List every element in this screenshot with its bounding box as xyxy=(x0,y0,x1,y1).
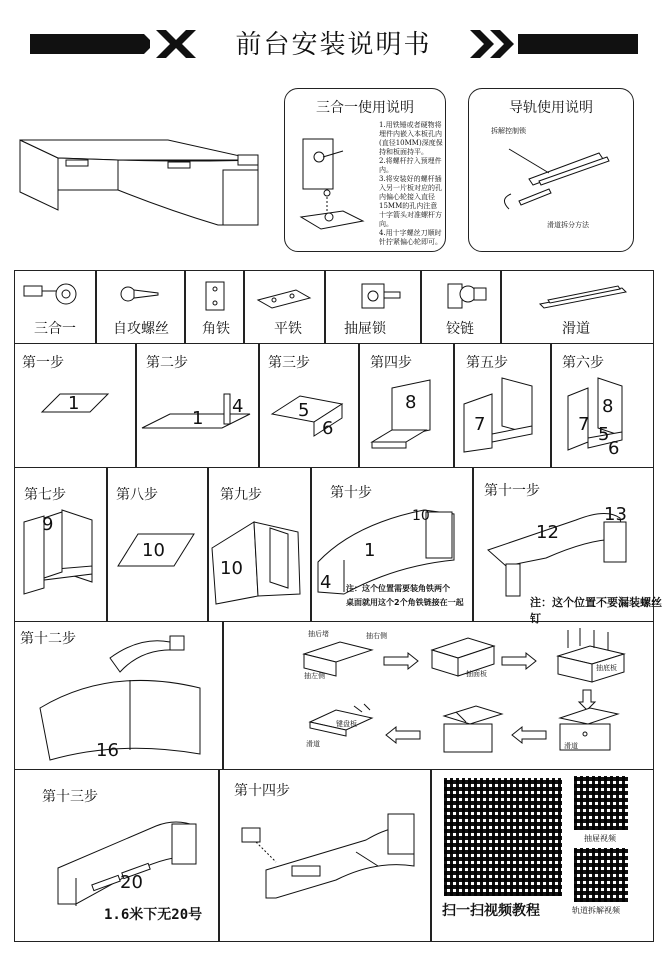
rail-title: 导轨使用说明 xyxy=(509,100,593,116)
small-qr-caption-1: 抽屉视频 xyxy=(584,834,616,843)
cam-lock-diagram xyxy=(293,121,378,241)
drawer-back-label: 抽后堵 xyxy=(308,630,329,638)
drawer-face-label: 抽面板 xyxy=(466,670,487,678)
step-10-note: 注：这个位置需要装角铁两个 桌面就用这个2个角铁链接在一起 xyxy=(346,584,464,607)
step-4-label: 第四步 xyxy=(370,355,412,371)
arrow-left-1 xyxy=(510,726,548,744)
rail-diagram xyxy=(489,139,619,219)
three-in-one-title: 三合一使用说明 xyxy=(316,100,414,116)
rail-release-label: 拆解控制锁 xyxy=(491,127,526,135)
step-8-label: 第八步 xyxy=(116,487,158,503)
step-10-num-1: 1 xyxy=(364,540,376,561)
rail-method-label: 滑道拆分方法 xyxy=(547,221,589,229)
step-11-num-12: 12 xyxy=(536,522,559,543)
step-8-num-10: 10 xyxy=(142,540,165,561)
step-3-num-6: 6 xyxy=(322,418,334,439)
step-6-num-8: 8 xyxy=(602,396,614,417)
part-label-screw: 自攻螺丝 xyxy=(113,321,169,337)
three-in-one-instructions: 1.用铁锤或者硬物将埋件内嵌入本板孔内(直径10MM)深度保持和板面持平。 2.将螺杆拧入预埋件内。 3.将安装好的螺杆插入另一片板对应的孔内偏心轮接入直径15MM的孔内注意十字箭头对准螺杆方向。 4.用十字螺丝刀顺时针拧紧偏心轮即可。 xyxy=(379,121,443,246)
part-label-hinge: 铰链 xyxy=(446,321,474,337)
step-3-label: 第三步 xyxy=(268,355,310,371)
small-qr-caption-2: 轨道拆解视频 xyxy=(572,906,620,915)
drawer-screws-diagram xyxy=(554,626,630,686)
step-9-label: 第九步 xyxy=(220,487,262,503)
drawer-parts-diagram xyxy=(300,640,376,680)
step-9-num-10: 10 xyxy=(220,558,243,579)
drawer-right-label: 抽右侧 xyxy=(366,632,387,640)
step-1-label: 第一步 xyxy=(22,355,64,371)
slide-rail-icon xyxy=(538,286,628,310)
step-11-label: 第十一步 xyxy=(484,483,540,499)
step-11-note: 注：这个位置不要漏装螺丝钉 xyxy=(530,596,662,625)
screw-icon xyxy=(120,284,160,304)
step-11-num-13: 13 xyxy=(604,504,627,525)
step-12-assembly xyxy=(30,628,220,768)
three-in-one-panel xyxy=(284,88,446,252)
part-label-drawer-lock: 抽屉锁 xyxy=(344,321,386,337)
step-6-num-6: 6 xyxy=(608,438,620,459)
step-6-num-7: 7 xyxy=(578,414,590,435)
step-2-label: 第二步 xyxy=(146,355,188,371)
part-label-angle-iron: 角铁 xyxy=(202,321,230,337)
part-label-flat-iron: 平铁 xyxy=(274,321,302,337)
main-qr-caption: 扫一扫视频教程 xyxy=(442,903,540,919)
step-4-num-8: 8 xyxy=(405,392,417,413)
keyboard-label: 键盘板 xyxy=(336,720,357,728)
drawer-bottom-label: 抽底板 xyxy=(596,664,617,672)
step-10-assembly xyxy=(314,500,464,594)
step-13-note: 1.6米下无20号 xyxy=(104,907,203,923)
arrow-right-1 xyxy=(382,652,420,670)
drawer-slide-diagram xyxy=(436,702,506,762)
rail-panel xyxy=(468,88,634,252)
arrow-left-2 xyxy=(384,726,422,744)
header-bar-right xyxy=(518,34,638,54)
step-3-num-5: 5 xyxy=(298,400,310,421)
step-14-assembly xyxy=(236,800,426,910)
drawer-box-diagram xyxy=(428,636,498,682)
step-2-num-1: 1 xyxy=(192,408,204,429)
step-14-label: 第十四步 xyxy=(234,783,290,799)
cam-fitting-icon xyxy=(22,280,82,310)
step-5-num-7: 7 xyxy=(474,414,486,435)
step-6-num-5: 5 xyxy=(598,424,610,445)
drawer-left-label: 抽左侧 xyxy=(304,672,325,680)
step-10-num-4: 4 xyxy=(320,572,332,593)
step-7-num-9: 9 xyxy=(42,514,54,535)
step-5-label: 第五步 xyxy=(466,355,508,371)
hinge-icon xyxy=(444,278,488,312)
page-title: 前台安装说明书 xyxy=(235,30,432,60)
step-3-assembly xyxy=(270,392,350,438)
slide-label-1: 滑道 xyxy=(306,740,320,748)
step-7-label: 第七步 xyxy=(24,487,66,503)
drawer-lock-icon xyxy=(360,280,404,312)
header-chevrons-right xyxy=(466,30,526,58)
angle-iron-icon xyxy=(202,280,228,312)
step-6-label: 第六步 xyxy=(562,355,604,371)
step-12-label: 第十二步 xyxy=(20,631,76,647)
step-10-num-10: 10 xyxy=(412,508,430,524)
step-13-assembly xyxy=(56,808,206,918)
step-1-num: 1 xyxy=(68,393,80,414)
part-label-slide-rail: 滑道 xyxy=(562,321,590,337)
step-7-assembly xyxy=(22,508,98,598)
arrow-right-2 xyxy=(500,652,538,670)
step-2-num-4: 4 xyxy=(232,396,244,417)
small-qr-code-1[interactable] xyxy=(574,776,628,830)
part-label-cam: 三合一 xyxy=(34,321,76,337)
step-13-label: 第十三步 xyxy=(42,789,98,805)
step-10-label: 第十步 xyxy=(330,485,372,501)
desk-overview-illustration xyxy=(18,130,268,240)
step-4-assembly xyxy=(370,378,450,458)
main-qr-code[interactable] xyxy=(444,778,562,896)
step-13-num-20: 20 xyxy=(120,872,143,893)
step-12-num-16: 16 xyxy=(96,740,119,761)
flat-iron-icon xyxy=(256,288,312,310)
small-qr-code-2[interactable] xyxy=(574,848,628,902)
slide-label-2: 滑道 xyxy=(564,742,578,750)
